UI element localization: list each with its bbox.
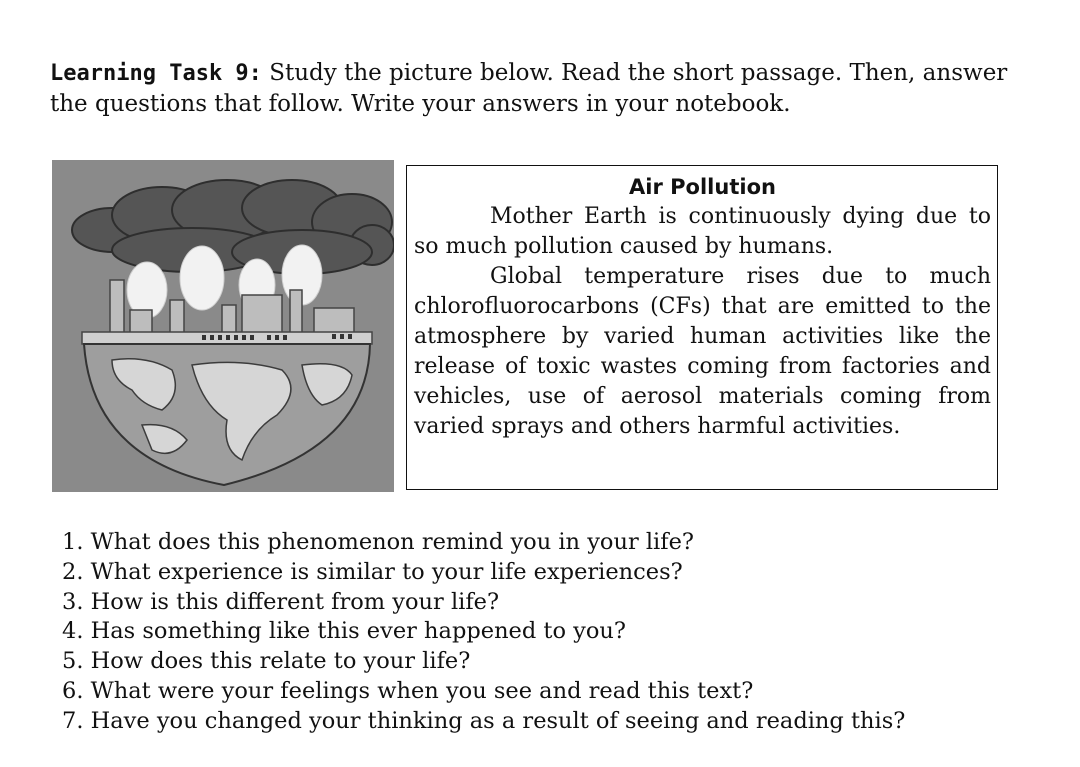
- passage-paragraph-2: Global temperature rises due to much chlorofluorocarbons (CFs) that are emitted to the atmosphere by varied human activities like the release of toxic wastes coming from factories and vehicles, use of aerosol materials coming from varied sprays and others harmful activities.: [414, 264, 991, 439]
- question-item: 2. What experience is similar to your life experiences?: [62, 558, 683, 585]
- pollution-illustration: [52, 160, 394, 492]
- question-item: 7. Have you changed your thinking as a result of seeing and reading this?: [62, 707, 906, 734]
- question-item: 6. What were your feelings when you see and read this text?: [62, 677, 754, 704]
- task-instructions: [50, 58, 1010, 119]
- question-list: [62, 528, 905, 737]
- passage-paragraph-1: Mother Earth is continuously dying due to so much pollution caused by humans.: [414, 204, 991, 259]
- earth-factory-drawing: [52, 160, 394, 492]
- passage-title: Air Pollution: [629, 175, 776, 199]
- question-item: 5. How does this relate to your life?: [62, 648, 471, 675]
- question-item: 3. How is this different from your life?: [62, 588, 500, 615]
- question-item: 4. Has something like this ever happened to you?: [62, 618, 626, 645]
- passage-box: [406, 165, 998, 490]
- task-instructions-text: Study the picture below. Read the short passage. Then, answer the questions that follow. Write your answers in your notebook.: [50, 60, 1008, 117]
- task-label: Learning Task 9:: [50, 61, 262, 86]
- question-item: 1. What does this phenomenon remind you in your life?: [62, 529, 694, 555]
